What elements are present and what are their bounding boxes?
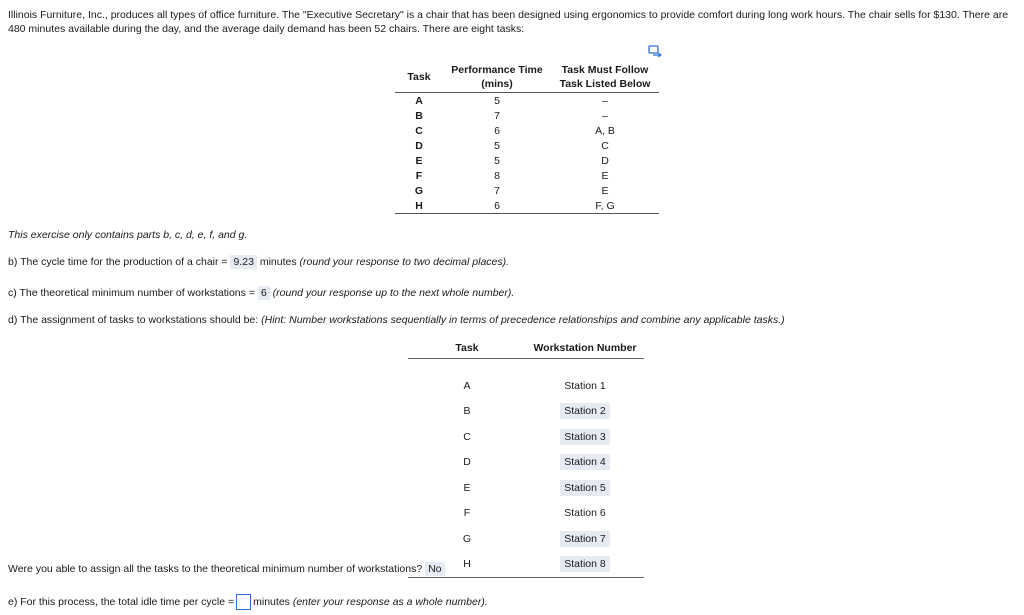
assignment-station-cell — [526, 450, 644, 476]
task-id: A — [415, 94, 423, 107]
task-predecessor: – — [602, 94, 608, 107]
task-table — [395, 62, 659, 214]
assignment-task: G — [462, 532, 472, 545]
part-b-prefix: b) The cycle time for the production of a chair = — [8, 256, 228, 268]
assignment-row — [408, 450, 644, 476]
task-time: 7 — [494, 109, 500, 122]
assignment-station-cell — [526, 399, 644, 425]
assignment-row — [408, 373, 644, 399]
task-predecessor: D — [601, 154, 609, 167]
station-select[interactable]: Station 3 — [560, 429, 609, 445]
assignment-row — [408, 475, 644, 501]
task-id: F — [415, 169, 423, 182]
assignment-station-cell — [526, 552, 644, 578]
col-follow: Task Must Follow Task Listed Below — [551, 62, 659, 93]
part-e-prefix: e) For this process, the total idle time per cycle = — [8, 595, 235, 608]
task-id: H — [395, 198, 443, 214]
idle-time-input[interactable] — [236, 594, 251, 610]
task-time: 5 — [494, 94, 500, 107]
part-d — [8, 314, 785, 326]
assignment-row — [408, 424, 644, 450]
station-select[interactable]: Station 8 — [560, 556, 609, 572]
task-time: 8 — [494, 169, 500, 182]
task-predecessor: – — [602, 109, 608, 122]
col-workstation: Workstation Number — [526, 338, 644, 359]
part-d-hint: (Hint: Number workstations sequentially in terms of precedence relationships and combine any applicable tasks.) — [261, 314, 785, 326]
task-id: B — [415, 109, 423, 122]
part-b-unit: minutes — [259, 256, 297, 268]
assignment-station-cell — [526, 475, 644, 501]
task-predecessor: E — [601, 184, 609, 197]
part-b-hint: (round your response to two decimal places). — [299, 256, 510, 268]
min-workstations-answer[interactable]: 6 — [258, 286, 270, 300]
task-row — [395, 153, 659, 168]
task-time: 5 — [494, 154, 500, 167]
assignment-task: A — [463, 379, 471, 392]
station-select[interactable]: Station 5 — [560, 480, 609, 496]
task-predecessor: C — [601, 139, 609, 152]
assignment-task: F — [463, 507, 471, 520]
cycle-time-answer[interactable]: 9.23 — [230, 255, 256, 269]
task-id: E — [415, 154, 423, 167]
task-row — [395, 168, 659, 183]
task-row — [395, 138, 659, 153]
assign-question-text: Were you able to assign all the tasks to the theoretical minimum number of workstations? — [8, 563, 423, 575]
assignment-task: E — [463, 481, 471, 494]
station-select[interactable]: Station 2 — [560, 403, 609, 419]
problem-intro: Illinois Furniture, Inc., produces all types of office furniture. The "Executive Secretary" is a chair that has been designed using ergonomics to provide comfort during long work hours. The chair sells for $130. There are 480 minutes available during the day, and the average daily demand has been 52 chairs. There are eight tasks: — [8, 9, 1009, 35]
assignment-station-cell — [526, 526, 644, 552]
task-id: D — [415, 139, 423, 152]
col-time: Performance Time (mins) — [443, 62, 551, 93]
part-c-prefix: c) The theoretical minimum number of workstations = — [8, 287, 255, 299]
station-select[interactable]: Station 1 — [564, 379, 606, 392]
part-e — [8, 594, 488, 610]
assignment-table — [408, 338, 644, 578]
copy-table-icon[interactable] — [648, 45, 662, 57]
station-select[interactable]: Station 6 — [564, 507, 606, 520]
assignment-row — [408, 526, 644, 552]
task-id: C — [415, 124, 423, 137]
part-d-prefix: d) The assignment of tasks to workstations should be: — [8, 314, 259, 326]
assignment-row — [408, 399, 644, 425]
col-assign-task: Task — [408, 338, 526, 359]
task-row — [395, 123, 659, 138]
station-select[interactable]: Station 4 — [560, 454, 609, 470]
task-row — [395, 183, 659, 198]
task-id: G — [414, 184, 424, 197]
assignment-task: B — [463, 405, 471, 418]
task-row — [395, 198, 659, 214]
task-predecessor: F, G — [551, 198, 659, 214]
assignment-task: D — [463, 456, 471, 469]
task-time: 6 — [494, 124, 500, 137]
part-b — [8, 256, 509, 268]
task-row — [395, 108, 659, 123]
exercise-note: This exercise only contains parts b, c, d, e, f, and g. — [8, 229, 248, 241]
assignment-task: H — [408, 552, 526, 578]
assignment-task: C — [463, 430, 471, 443]
part-c — [8, 287, 514, 299]
assignment-row — [408, 501, 644, 527]
assignment-station-cell — [526, 373, 644, 399]
task-predecessor: E — [601, 169, 609, 182]
part-c-hint: (round your response up to the next whole number). — [272, 287, 515, 299]
task-time: 7 — [494, 184, 500, 197]
task-time: 6 — [443, 198, 551, 214]
station-select[interactable]: Station 7 — [560, 531, 609, 547]
task-time: 5 — [494, 139, 500, 152]
assign-question-answer[interactable]: No — [425, 562, 444, 576]
part-e-hint: (enter your response as a whole number). — [292, 595, 488, 608]
part-e-unit: minutes — [253, 595, 290, 608]
assign-question — [8, 563, 445, 575]
assignment-station-cell — [526, 501, 644, 527]
assignment-station-cell — [526, 424, 644, 450]
task-predecessor: A, B — [595, 124, 615, 137]
col-task: Task — [395, 62, 443, 93]
task-row — [395, 93, 659, 109]
